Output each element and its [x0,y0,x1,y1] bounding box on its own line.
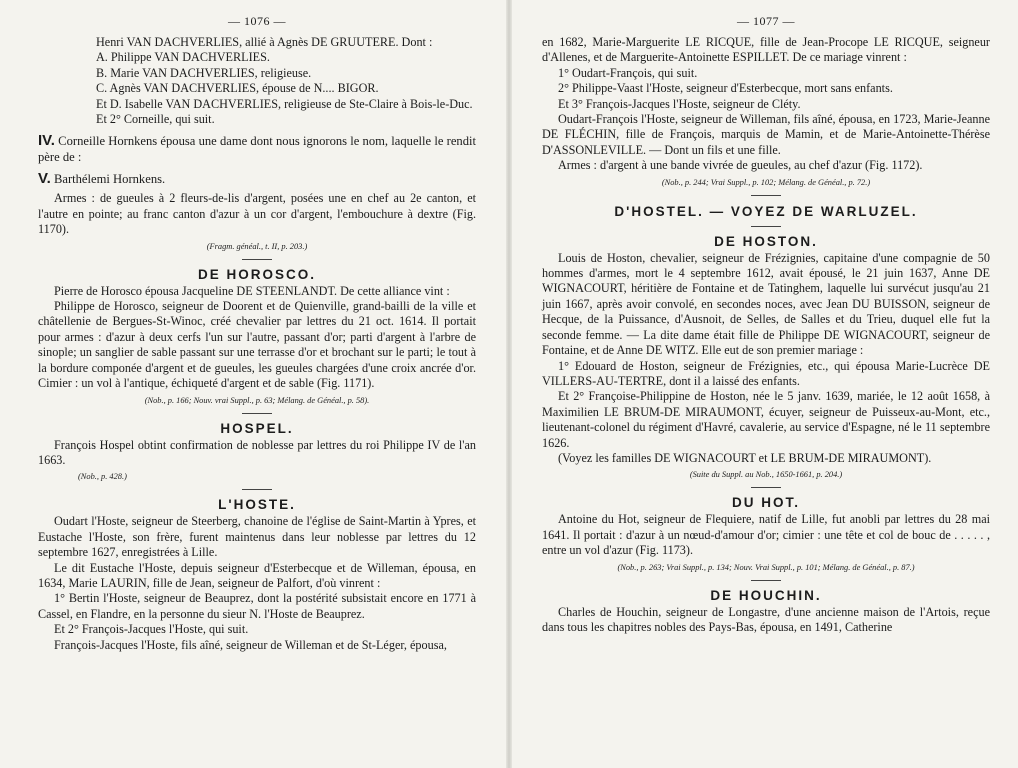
text-line: C. Agnès VAN DACHVERLIES, épouse de N.... BIGOR. [96,81,379,96]
arms-hornkens: Armes : de gueules à 2 fleurs-de-lis d'argent, posées une en chef au 2e canton, et l'autre en pointe; au franc canton d'azur à un cor d'argent, l'embouchure à dextre (Fig. 1170). [38,191,476,237]
paragraph: 1° Edouard de Hoston, seigneur de Frézignies, etc., qui épousa Marie-Lucrèce DE VILLERS-AU-TERTRE, dont il a laissé des enfants. [542,358,990,388]
source-hoston: (Suite du Suppl. au Nob., 1650-1661, p. 204.) [689,470,843,480]
generation-number: IV. [38,132,55,150]
paragraph: (Voyez les familles DE WIGNACOURT et LE BRUM-DE MIRAUMONT). [558,450,932,465]
paragraph: 1° Bertin l'Hoste, seigneur de Beauprez, dont la postérité subsistait encore en 1771 à Cassel, en Flandre, en la personne du sieur N. l'Hoste de Beauprez. [38,591,476,621]
text-line: Et 2° Corneille, qui suit. [96,112,215,127]
generation-text: Corneille Hornkens épousa une dame dont nous ignorons le nom, laquelle le rendit père de : [38,134,476,165]
page-number-right: — 1077 — [737,14,795,28]
divider [751,487,781,488]
heading-hoste: L'HOSTE. [218,497,296,513]
paragraph: François-Jacques l'Hoste, fils aîné, seigneur de Willeman et de St-Léger, épousa, [54,637,447,652]
text-line: A. Philippe VAN DACHVERLIES. [96,50,270,65]
paragraph: Et 2° Françoise-Philippine de Hoston, née le 5 janv. 1639, mariée, le 12 août 1658, à Maximilien LE BRUM-DE MIRAUMONT, écuyer, seigneur de Puisseux-au-Mont, etc., lieutenant-colonel du régiment d'Havré, cavalerie, au service d'Espagne, né le 11 septembre 1626. [542,389,990,450]
divider [242,259,272,260]
paragraph: 2° Philippe-Vaast l'Hoste, seigneur d'Esterbecque, mort sans enfants. [558,81,893,96]
heading-horosco: DE HOROSCO. [197,266,316,282]
divider [242,489,272,490]
paragraph: Louis de Hoston, chevalier, seigneur de Frézignies, capitaine d'une compagnie de 50 hommes d'armes, mort le 4 septembre 1612, avait épousé, le 21 juin 1637, Anne DE WIGNACOURT, héritière de Fontaine et de Tatinghem, laquelle lui survécut jusqu'au 21 juin 1667, après avoir convolé, en secondes noces, avec Jean DU BUISSON, seigneur de Hecque, de la Puissance, d'Ausnoit, de Selles, de Salles et du Trieu, duquel elle fut la seconde femme. — La dite dame était fille de Philippe DE WIGNACOURT, seigneur de Fontaine, et de Anne DE WITZ. Elle eut de son premier mariage : [542,250,990,358]
paragraph: Antoine du Hot, seigneur de Flequiere, natif de Lille, fut anobli par lettres du 28 mai 1641. Il portait : d'azur à un nœud-d'amour d'or; cimier : une tête et col de bouc de . . . . . , entre un vol d'azur (Fig. 1173). [542,512,990,558]
heading-hoston: DE HOSTON. [714,233,818,249]
generation-text: Barthélemi Hornkens. [53,172,166,187]
source-hot: (Nob., p. 263; Vrai Suppl., p. 134; Nouv. Vrai Suppl., p. 101; Mélang. de Généal., p. 87.) [617,562,915,572]
page-number-left: — 1076 — [228,14,286,28]
divider [751,580,781,581]
paragraph: Charles de Houchin, seigneur de Longastre, d'une ancienne maison de l'Artois, reçue dans tous les chapitres nobles des Pays-Bas, épousa, en 1491, Catherine [542,604,990,634]
generation-v [38,171,476,187]
heading-houchin: DE HOUCHIN. [710,587,822,603]
paragraph: 1° Oudart-François, qui suit. [558,65,698,80]
divider [751,195,781,196]
source-hornkens: (Fragm. généal., t. II, p. 203.) [206,241,308,251]
right-page [510,0,1018,768]
generation-number: V. [38,170,51,188]
paragraph: Armes : d'argent à une bande vivrée de gueules, au chef d'azur (Fig. 1172). [558,158,923,173]
paragraph: Pierre de Horosco épousa Jacqueline DE STEENLANDT. De cette alliance vint : [54,283,450,298]
text-line: Et D. Isabelle VAN DACHVERLIES, religieuse de Ste-Claire à Bois-le-Duc. [96,96,473,111]
paragraph: Philippe de Horosco, seigneur de Doorent et de Quienville, grand-bailli de la ville et châtellenie de Bergues-St-Winoc, créé chevalier par lettres du 21 oct. 1614. Il portait pour armes : d'azur à deux cerfs l'un sur l'autre, passant d'or; parti d'argent à l'arbre de sinople; un sanglier de sable passant sur une terrasse d'or et brochant sur le parti; le tout à la bordure componée d'argent et de gueules, les gueules chargées d'une croix ancrée d'or. Cimier : un vol à l'antique, échiqueté d'argent et de sable (Fig. 1171). [38,299,476,391]
paragraph: François Hospel obtint confirmation de noblesse par lettres du roi Philippe IV de l'an 1663. [38,437,476,467]
generation-iv [38,133,476,165]
text-line: Henri VAN DACHVERLIES, allié à Agnès DE GRUUTERE. Dont : [96,35,433,49]
heading-hostel: D'HOSTEL. — VOYEZ DE WARLUZEL. [614,203,918,219]
heading-hospel: HOSPEL. [220,420,294,436]
paragraph: Et 2° François-Jacques l'Hoste, qui suit. [54,622,249,637]
left-page [0,0,508,768]
source-hoste: (Nob., p. 244; Vrai Suppl., p. 102; Mélang. de Généal., p. 72.) [661,177,871,187]
paragraph: Et 3° François-Jacques l'Hoste, seigneur de Cléty. [558,96,801,111]
paragraph: Oudart l'Hoste, seigneur de Steerberg, chanoine de l'église de Saint-Martin à Ypres, et Eustache l'Hoste, son frère, furent maintenus dans leur noblesse par lettres du 12 septembre 1627, enregistrées à Lille. [38,514,476,560]
source-horosco: (Nob., p. 166; Nouv. vrai Suppl., p. 63; Mélang. de Généal., p. 58). [144,395,370,405]
divider [751,226,781,227]
heading-hot: DU HOT. [732,495,800,511]
divider [242,413,272,414]
source-hospel: (Nob., p. 428.) [78,472,127,482]
paragraph: Oudart-François l'Hoste, seigneur de Willeman, fils aîné, épousa, en 1723, Marie-Jeanne DE FLÉCHIN, fille de François, marquis de Mamin, et de Marie-Antoinette-Thérèse D'ASSONLEVILLE. — Dont un fils et une fille. [542,112,990,157]
text-line: B. Marie VAN DACHVERLIES, religieuse. [96,65,312,80]
paragraph: Le dit Eustache l'Hoste, depuis seigneur d'Esterbecque et de Willeman, épousa, en 1634, Marie LAURIN, fille de Jean, seigneur de Palfort, d'où vinrent : [38,560,476,590]
paragraph: en 1682, Marie-Marguerite LE RICQUE, fille de Jean-Procope LE RICQUE, seigneur d'Allenes, et de Marguerite-Antoinette ESPILLET. De ce mariage vinrent : [542,35,990,65]
